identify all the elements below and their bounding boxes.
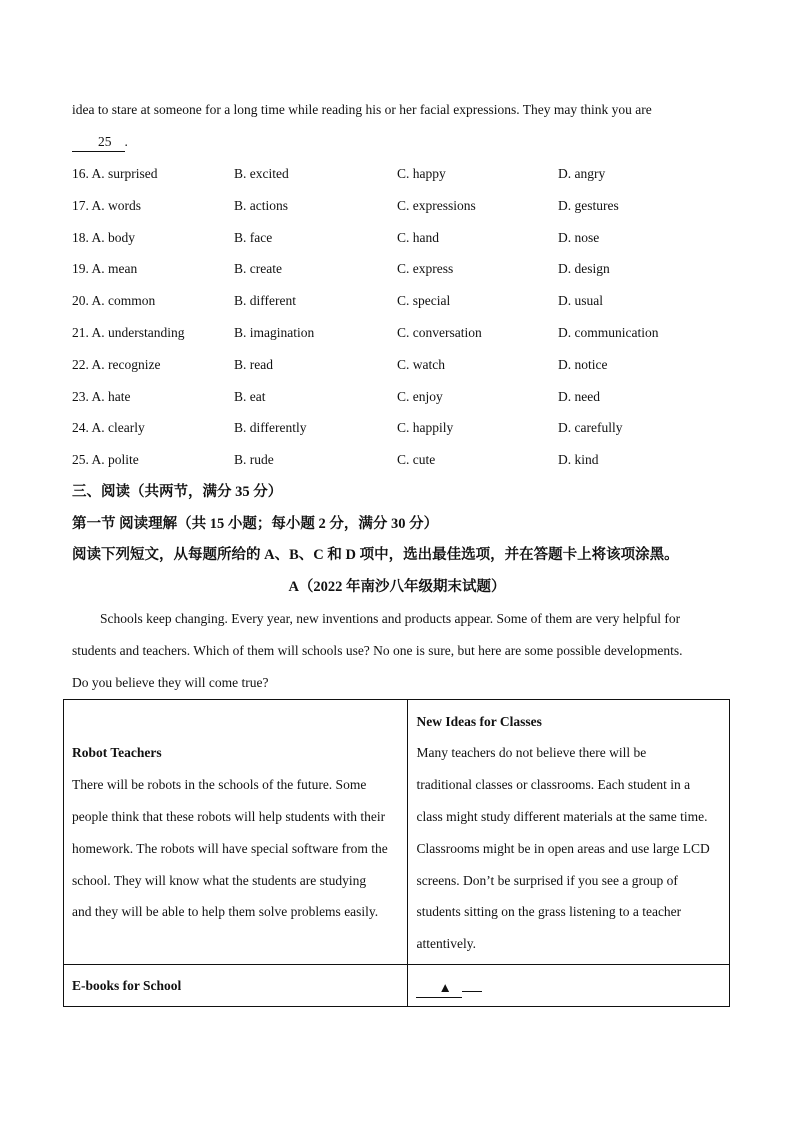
option-a[interactable]: 17. A. words (72, 198, 142, 213)
option-b[interactable]: B. face (234, 230, 273, 245)
option-a[interactable]: 18. A. body (72, 230, 136, 245)
part-title: 第一节 阅读理解（共 15 小题；每小题 2 分，满分 30 分） (72, 516, 439, 532)
option-c[interactable]: C. expressions (397, 198, 476, 213)
question-row (72, 229, 732, 247)
robot-teachers-cell (64, 700, 408, 965)
option-c[interactable]: C. enjoy (397, 389, 443, 404)
ideas-text-line: attentively. (416, 936, 476, 951)
intro-line: Schools keep changing. Every year, new inventions and products appear. Some of them are very helpful for (100, 611, 681, 626)
option-b[interactable]: B. differently (234, 420, 307, 435)
triangle-icon: ▲ (416, 979, 461, 998)
answer-blank-triangle[interactable] (416, 977, 481, 998)
question-row (72, 324, 732, 342)
option-c[interactable]: C. happily (397, 420, 454, 435)
option-b[interactable]: B. actions (234, 198, 288, 213)
robot-text-line: There will be robots in the schools of the future. Some (72, 777, 367, 792)
developments-table (63, 699, 730, 1007)
option-c[interactable]: C. conversation (397, 325, 482, 340)
option-a[interactable]: 25. A. polite (72, 452, 139, 467)
option-d[interactable]: D. kind (558, 452, 599, 467)
passage-title: A（2022 年南沙八年级期末试题） (288, 579, 506, 595)
option-a[interactable]: 24. A. clearly (72, 420, 145, 435)
option-b[interactable]: B. eat (234, 389, 266, 404)
option-d[interactable]: D. communication (558, 325, 659, 340)
intro-line: students and teachers. Which of them will schools use? No one is sure, but here are some possible developments. (72, 643, 683, 658)
option-a[interactable]: 16. A. surprised (72, 166, 158, 181)
option-d[interactable]: D. gestures (558, 198, 619, 213)
new-ideas-title: New Ideas for Classes (416, 714, 542, 729)
option-c[interactable]: C. watch (397, 357, 445, 372)
option-a[interactable]: 21. A. understanding (72, 325, 185, 340)
question-row (72, 451, 732, 469)
robot-text-line: school. They will know what the students are studying (72, 873, 367, 888)
ideas-text-line: Classrooms might be in open areas and use large LCD (416, 841, 710, 856)
option-c[interactable]: C. hand (397, 230, 439, 245)
question-row (72, 260, 732, 278)
option-b[interactable]: B. rude (234, 452, 274, 467)
option-a[interactable]: 19. A. mean (72, 261, 138, 276)
option-d[interactable]: D. nose (558, 230, 600, 245)
intro-line: Do you believe they will come true? (72, 675, 269, 690)
ebooks-title: E-books for School (72, 978, 182, 993)
question-row (72, 356, 732, 374)
question-row (72, 197, 732, 215)
option-d[interactable]: D. usual (558, 293, 603, 308)
option-b[interactable]: B. read (234, 357, 273, 372)
option-c[interactable]: C. happy (397, 166, 446, 181)
ideas-text-line: screens. Don’t be surprised if you see a group of (416, 873, 678, 888)
robot-text-line: and they will be able to help them solve problems easily. (72, 904, 379, 919)
option-d[interactable]: D. notice (558, 357, 608, 372)
end-period: . (124, 134, 128, 149)
option-b[interactable]: B. excited (234, 166, 289, 181)
option-b[interactable]: B. create (234, 261, 282, 276)
ideas-text-line: class might study different materials at the same time. (416, 809, 708, 824)
question-row (72, 419, 732, 437)
option-c[interactable]: C. express (397, 261, 454, 276)
ideas-text-line: Many teachers do not believe there will be (416, 745, 647, 760)
ideas-text-line: traditional classes or classrooms. Each student in a (416, 777, 691, 792)
option-d[interactable]: D. need (558, 389, 600, 404)
option-a[interactable]: 23. A. hate (72, 389, 131, 404)
option-c[interactable]: C. special (397, 293, 451, 308)
option-d[interactable]: D. angry (558, 166, 606, 181)
ideas-text-line: students sitting on the grass listening to a teacher (416, 904, 682, 919)
section-title: 三、阅读（共两节，满分 35 分） (72, 484, 283, 500)
answer-blank-25[interactable]: 25 (72, 133, 125, 152)
robot-text-line: people think that these robots will help students with their (72, 809, 386, 824)
option-c[interactable]: C. cute (397, 452, 436, 467)
option-a[interactable]: 22. A. recognize (72, 357, 161, 372)
instructions: 阅读下列短文，从每题所给的 A、B、C 和 D 项中，选出最佳选项，并在答题卡上将该项涂黑。 (72, 547, 679, 563)
option-a[interactable]: 20. A. common (72, 293, 156, 308)
robot-text-line: homework. The robots will have special software from the (72, 841, 388, 856)
question-row (72, 165, 732, 183)
robot-teachers-title: Robot Teachers (72, 745, 162, 760)
blank-cell (408, 965, 730, 1007)
ebooks-cell (64, 965, 408, 1007)
new-ideas-cell (408, 700, 730, 965)
blank-underline (462, 977, 482, 992)
question-row (72, 388, 732, 406)
question-row (72, 292, 732, 310)
option-d[interactable]: D. carefully (558, 420, 623, 435)
answer-blank-line (72, 133, 128, 152)
option-b[interactable]: B. different (234, 293, 296, 308)
option-d[interactable]: D. design (558, 261, 610, 276)
option-b[interactable]: B. imagination (234, 325, 315, 340)
passage-line: idea to stare at someone for a long time while reading his or her facial expressions. They may think you are (72, 102, 652, 117)
